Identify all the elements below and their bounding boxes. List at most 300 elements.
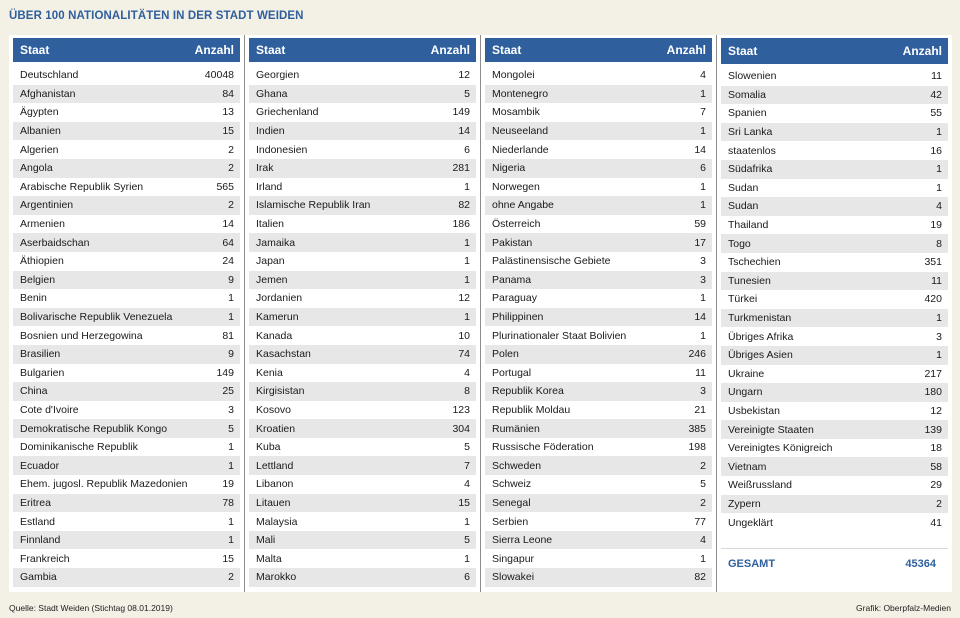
table-row	[485, 419, 712, 438]
country-count: 14	[694, 311, 706, 324]
country-name: Ungeklärt	[728, 516, 773, 529]
country-name: Schweden	[492, 459, 542, 472]
credit-note: Grafik: Oberpfalz-Medien	[856, 603, 951, 613]
header-anzahl: Anzahl	[666, 43, 706, 57]
country-name: Japan	[256, 255, 285, 268]
country-count: 1	[464, 552, 470, 565]
country-count: 1	[700, 552, 706, 565]
table-row	[249, 271, 476, 290]
country-name: Demokratische Republik Kongo	[20, 422, 168, 435]
country-name: Kuba	[256, 441, 281, 454]
country-count: 4	[936, 200, 942, 213]
country-count: 2	[700, 496, 706, 509]
table-row	[13, 66, 240, 85]
country-count: 1	[464, 515, 470, 528]
country-name: Slowakei	[492, 571, 535, 584]
country-name: Ägypten	[20, 106, 59, 119]
table-row	[485, 196, 712, 215]
table-row	[249, 66, 476, 85]
table-row	[485, 512, 712, 531]
country-name: Vereinigte Staaten	[728, 423, 814, 436]
table-row	[721, 160, 948, 179]
table-row	[721, 179, 948, 198]
table-row	[13, 326, 240, 345]
country-name: Bolivarische Republik Venezuela	[20, 311, 173, 324]
table-row	[485, 438, 712, 457]
country-count: 7	[700, 106, 706, 119]
table-row	[485, 475, 712, 494]
table-row	[485, 531, 712, 550]
table-row	[485, 289, 712, 308]
country-name: Sudan	[728, 200, 759, 213]
country-count: 14	[458, 125, 470, 138]
table-row	[13, 215, 240, 234]
country-name: Angola	[20, 162, 53, 175]
country-count: 8	[464, 385, 470, 398]
country-name: Mongolei	[492, 69, 535, 82]
table-row	[721, 272, 948, 291]
country-count: 2	[936, 497, 942, 510]
country-count: 25	[222, 385, 234, 398]
country-name: Portugal	[492, 366, 532, 379]
country-name: Polen	[492, 348, 519, 361]
country-name: Übriges Afrika	[728, 330, 794, 343]
country-count: 5	[228, 422, 234, 435]
country-name: Afghanistan	[20, 87, 76, 100]
country-name: Thailand	[728, 219, 769, 232]
country-name: Irland	[256, 180, 283, 193]
country-name: Kosovo	[256, 403, 292, 416]
country-count: 74	[458, 348, 470, 361]
header-staat: Staat	[492, 43, 522, 57]
table-row	[249, 289, 476, 308]
country-name: Jordanien	[256, 292, 303, 305]
country-name: Frankreich	[20, 552, 70, 565]
total-label: GESAMT	[728, 558, 776, 570]
table-row	[485, 140, 712, 159]
table-row	[249, 178, 476, 197]
country-count: 180	[924, 386, 942, 399]
table-header	[13, 38, 240, 62]
country-name: Kroatien	[256, 422, 296, 435]
table-row	[13, 289, 240, 308]
table-row	[721, 234, 948, 253]
table-row	[721, 402, 948, 421]
country-count: 41	[930, 516, 942, 529]
country-name: Mali	[256, 534, 276, 547]
country-name: Eritrea	[20, 496, 51, 509]
country-count: 2	[700, 459, 706, 472]
country-count: 4	[700, 69, 706, 82]
country-count: 1	[228, 292, 234, 305]
country-name: Jemen	[256, 273, 288, 286]
country-name: Pakistan	[492, 236, 533, 249]
table-row	[721, 86, 948, 105]
table-row	[485, 568, 712, 587]
country-name: Gambia	[20, 571, 57, 584]
table-row	[13, 438, 240, 457]
table-row	[249, 531, 476, 550]
country-name: Usbekistan	[728, 404, 780, 417]
country-name: Kasachstan	[256, 348, 311, 361]
table-row	[485, 271, 712, 290]
country-name: Tschechien	[728, 256, 781, 269]
country-name: Griechenland	[256, 106, 319, 119]
country-name: Äthiopien	[20, 255, 64, 268]
country-count: 12	[458, 69, 470, 82]
country-name: Turkmenistan	[728, 312, 792, 325]
table-row	[13, 419, 240, 438]
table-row	[13, 122, 240, 141]
country-name: Argentinien	[20, 199, 74, 212]
table-row	[721, 476, 948, 495]
country-name: Islamische Republik Iran	[256, 199, 371, 212]
country-count: 42	[930, 88, 942, 101]
country-name: Singapur	[492, 552, 535, 565]
country-name: Indien	[256, 125, 285, 138]
country-name: Sudan	[728, 181, 759, 194]
country-name: Cote d'Ivoire	[20, 403, 79, 416]
country-count: 3	[700, 273, 706, 286]
country-name: Türkei	[728, 293, 758, 306]
country-count: 1	[464, 311, 470, 324]
country-count: 14	[694, 143, 706, 156]
country-name: Bosnien und Herzegowina	[20, 329, 143, 342]
country-count: 2	[228, 143, 234, 156]
table-row	[13, 178, 240, 197]
country-name: Ehem. jugosl. Republik Mazedonien	[20, 478, 188, 491]
header-anzahl: Anzahl	[430, 43, 470, 57]
table-row	[13, 401, 240, 420]
country-name: Serbien	[492, 515, 529, 528]
nationalities-table	[9, 35, 952, 592]
country-count: 59	[694, 218, 706, 231]
country-count: 1	[464, 180, 470, 193]
country-name: Montenegro	[492, 87, 549, 100]
country-name: Vereinigtes Königreich	[728, 442, 833, 455]
table-row	[249, 122, 476, 141]
country-name: Somalia	[728, 88, 766, 101]
country-name: Neuseeland	[492, 125, 549, 138]
country-name: Marokko	[256, 571, 297, 584]
country-count: 40048	[204, 69, 234, 82]
page-title: ÜBER 100 NATIONALITÄTEN IN DER STADT WEIDEN	[9, 10, 304, 22]
country-count: 4	[464, 478, 470, 491]
country-count: 1	[936, 312, 942, 325]
country-name: Kamerun	[256, 311, 299, 324]
table-header	[249, 38, 476, 62]
country-count: 3	[936, 330, 942, 343]
table-row	[721, 123, 948, 142]
table-row	[249, 438, 476, 457]
country-name: Aserbaidschan	[20, 236, 90, 249]
country-count: 21	[694, 403, 706, 416]
country-count: 11	[931, 70, 942, 83]
table-row	[13, 531, 240, 550]
country-name: Sierra Leone	[492, 534, 553, 547]
table-row	[13, 382, 240, 401]
country-name: Kirgisistan	[256, 385, 305, 398]
table-row	[721, 420, 948, 439]
country-count: 64	[222, 236, 234, 249]
table-row	[721, 253, 948, 272]
country-count: 1	[464, 236, 470, 249]
country-name: Libanon	[256, 478, 294, 491]
country-count: 1	[228, 311, 234, 324]
table-row	[13, 159, 240, 178]
country-name: Benin	[20, 292, 47, 305]
country-name: Togo	[728, 237, 751, 250]
table-row	[721, 290, 948, 309]
country-count: 1	[700, 329, 706, 342]
table-row	[13, 512, 240, 531]
table-row	[721, 365, 948, 384]
country-name: Brasilien	[20, 348, 61, 361]
country-name: Palästinensische Gebiete	[492, 255, 611, 268]
country-count: 149	[216, 366, 234, 379]
table-row	[249, 85, 476, 104]
country-name: Algerien	[20, 143, 59, 156]
country-name: Schweiz	[492, 478, 532, 491]
country-count: 1	[228, 441, 234, 454]
country-count: 55	[930, 107, 942, 120]
table-row	[249, 401, 476, 420]
table-row	[249, 512, 476, 531]
table-row	[721, 216, 948, 235]
country-count: 19	[930, 219, 942, 232]
country-count: 29	[930, 479, 942, 492]
table-row	[13, 456, 240, 475]
table-row	[13, 549, 240, 568]
country-name: Republik Korea	[492, 385, 564, 398]
country-name: Georgien	[256, 69, 300, 82]
country-name: Irak	[256, 162, 274, 175]
table-row	[721, 495, 948, 514]
country-count: 186	[452, 218, 470, 231]
country-count: 198	[688, 441, 706, 454]
country-count: 7	[464, 459, 470, 472]
country-count: 1	[936, 349, 942, 362]
table-row	[13, 85, 240, 104]
country-count: 123	[452, 403, 470, 416]
country-name: Belgien	[20, 273, 56, 286]
table-row	[721, 197, 948, 216]
country-name: Kanada	[256, 329, 293, 342]
table-row	[485, 494, 712, 513]
country-name: Russische Föderation	[492, 441, 594, 454]
country-count: 24	[222, 255, 234, 268]
country-name: Mosambik	[492, 106, 540, 119]
country-count: 246	[688, 348, 706, 361]
country-name: Lettland	[256, 459, 294, 472]
table-column-2	[245, 35, 481, 592]
country-count: 6	[464, 143, 470, 156]
country-name: Dominikanische Republik	[20, 441, 138, 454]
table-row	[13, 345, 240, 364]
header-anzahl: Anzahl	[902, 44, 942, 58]
header-anzahl: Anzahl	[194, 43, 234, 57]
country-name: Norwegen	[492, 180, 540, 193]
country-name: staatenlos	[728, 144, 776, 157]
country-count: 420	[924, 293, 942, 306]
country-count: 565	[216, 180, 234, 193]
table-row	[249, 382, 476, 401]
country-name: Armenien	[20, 218, 65, 231]
country-count: 304	[452, 422, 470, 435]
table-row	[249, 215, 476, 234]
table-row	[249, 549, 476, 568]
source-note: Quelle: Stadt Weiden (Stichtag 08.01.2019)	[9, 603, 173, 613]
table-row	[485, 159, 712, 178]
country-name: Ecuador	[20, 459, 60, 472]
country-name: Sri Lanka	[728, 126, 773, 139]
table-row	[13, 103, 240, 122]
country-count: 15	[458, 496, 470, 509]
country-name: Paraguay	[492, 292, 537, 305]
country-count: 1	[936, 126, 942, 139]
country-count: 5	[464, 87, 470, 100]
table-header	[721, 38, 948, 64]
country-count: 4	[464, 366, 470, 379]
country-name: Ghana	[256, 87, 288, 100]
country-count: 1	[228, 534, 234, 547]
table-row	[13, 475, 240, 494]
country-count: 6	[464, 571, 470, 584]
country-name: Arabische Republik Syrien	[20, 180, 144, 193]
country-count: 82	[458, 199, 470, 212]
country-name: Albanien	[20, 125, 61, 138]
table-row	[13, 271, 240, 290]
country-count: 77	[694, 515, 706, 528]
table-row	[485, 382, 712, 401]
table-row	[249, 364, 476, 383]
table-row	[13, 568, 240, 587]
table-row	[13, 233, 240, 252]
table-row	[13, 308, 240, 327]
country-count: 6	[700, 162, 706, 175]
table-row	[485, 308, 712, 327]
country-count: 11	[931, 274, 942, 287]
country-count: 18	[930, 442, 942, 455]
header-staat: Staat	[20, 43, 50, 57]
table-row	[249, 419, 476, 438]
country-name: Jamaika	[256, 236, 296, 249]
country-name: Tunesien	[728, 274, 771, 287]
table-row	[485, 103, 712, 122]
country-name: Österreich	[492, 218, 541, 231]
table-row	[13, 196, 240, 215]
country-count: 1	[936, 181, 942, 194]
country-count: 217	[924, 367, 942, 380]
country-name: Niederlande	[492, 143, 549, 156]
country-count: 14	[222, 218, 234, 231]
country-name: Republik Moldau	[492, 403, 571, 416]
country-count: 12	[458, 292, 470, 305]
country-count: 82	[694, 571, 706, 584]
country-name: Zypern	[728, 497, 761, 510]
table-column-3	[481, 35, 717, 592]
country-count: 15	[222, 125, 234, 138]
table-row	[485, 401, 712, 420]
country-count: 78	[222, 496, 234, 509]
country-name: Italien	[256, 218, 285, 231]
table-row	[485, 456, 712, 475]
country-count: 19	[222, 478, 234, 491]
country-name: Slowenien	[728, 70, 777, 83]
table-row	[485, 85, 712, 104]
country-count: 1	[228, 515, 234, 528]
table-row	[721, 141, 948, 160]
table-row	[249, 568, 476, 587]
country-count: 3	[228, 403, 234, 416]
country-count: 1	[700, 199, 706, 212]
country-name: Indonesien	[256, 143, 308, 156]
total-row	[721, 548, 948, 579]
country-count: 17	[694, 236, 706, 249]
table-row	[485, 178, 712, 197]
header-staat: Staat	[728, 44, 758, 58]
country-name: Weißrussland	[728, 479, 792, 492]
table-row	[249, 494, 476, 513]
country-count: 5	[464, 534, 470, 547]
table-row	[249, 456, 476, 475]
table-column-4	[717, 35, 952, 592]
country-count: 9	[228, 273, 234, 286]
country-name: Ukraine	[728, 367, 765, 380]
country-count: 5	[464, 441, 470, 454]
country-count: 1	[464, 273, 470, 286]
table-row	[249, 345, 476, 364]
table-row	[249, 196, 476, 215]
table-row	[721, 327, 948, 346]
country-count: 9	[228, 348, 234, 361]
table-row	[13, 140, 240, 159]
country-count: 3	[700, 385, 706, 398]
table-row	[485, 233, 712, 252]
country-name: ohne Angabe	[492, 199, 554, 212]
country-count: 84	[222, 87, 234, 100]
country-count: 10	[458, 329, 470, 342]
table-header	[485, 38, 712, 62]
table-row	[249, 308, 476, 327]
table-row	[249, 103, 476, 122]
country-name: Rumänien	[492, 422, 540, 435]
country-name: China	[20, 385, 48, 398]
country-count: 13	[222, 106, 234, 119]
country-name: Litauen	[256, 496, 291, 509]
table-row	[249, 140, 476, 159]
country-name: Ungarn	[728, 386, 763, 399]
table-row	[721, 346, 948, 365]
country-count: 4	[700, 534, 706, 547]
table-row	[721, 309, 948, 328]
table-row	[249, 233, 476, 252]
country-count: 81	[222, 329, 234, 342]
country-count: 16	[930, 144, 942, 157]
table-row	[249, 475, 476, 494]
table-row	[721, 67, 948, 86]
table-row	[721, 457, 948, 476]
country-count: 15	[222, 552, 234, 565]
table-row	[485, 122, 712, 141]
country-name: Übriges Asien	[728, 349, 793, 362]
table-row	[249, 326, 476, 345]
country-name: Vietnam	[728, 460, 767, 473]
country-name: Bulgarien	[20, 366, 65, 379]
country-name: Plurinationaler Staat Bolivien	[492, 329, 627, 342]
table-row	[721, 383, 948, 402]
table-row	[485, 549, 712, 568]
